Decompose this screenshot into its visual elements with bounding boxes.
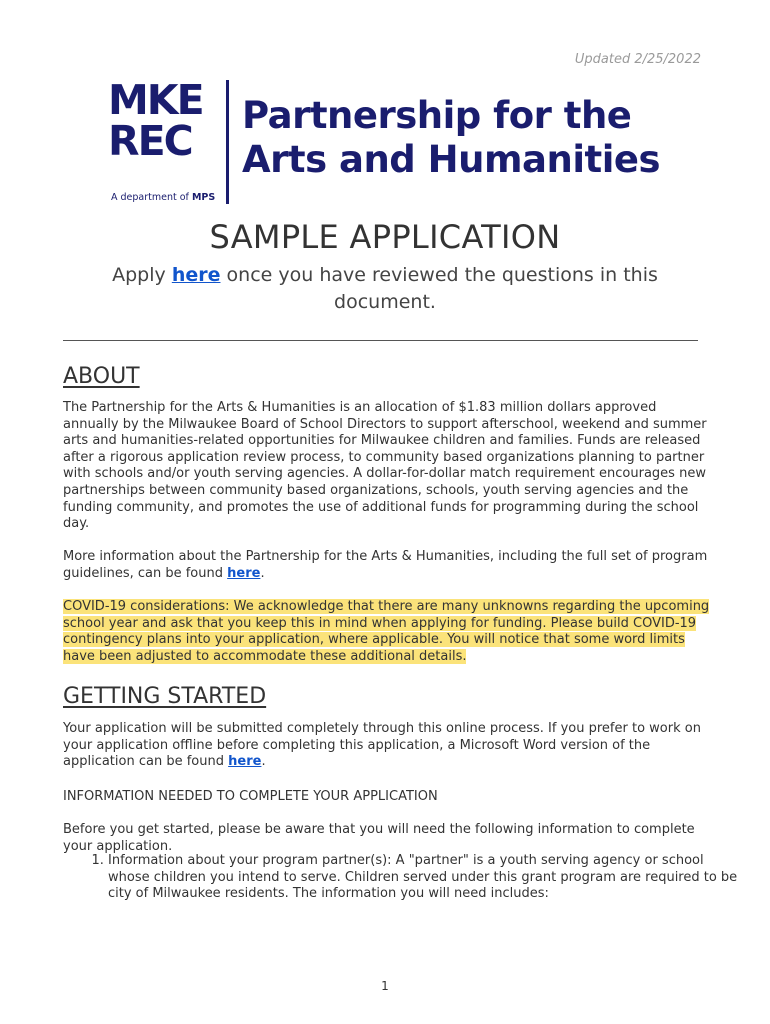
logo-line-2: REC (108, 117, 192, 165)
brand-line-1: Partnership for the (242, 94, 632, 137)
apply-line (70, 262, 700, 316)
requirements-list (63, 853, 748, 903)
about-paragraph: The Partnership for the Arts & Humanities is an allocation of $1.83 million dollars approved annually by the Milwaukee Board of School Directors to support afterschool, weekend and summer arts and humanities-related opportunities for Milwaukee children and families. Funds are released after a rigorous application review process, to community based organizations planning to partner with schools and/or youth serving agencies. A dollar-for-dollar match requirement encourages new partnerships between community based organizations, schools, youth serving agencies and the funding community, and promotes the use of additional funds for programming during the school day. (63, 400, 707, 532)
getting-started-period: . (261, 754, 266, 770)
apply-here-link[interactable]: here (171, 264, 221, 286)
word-version-here-link[interactable]: here (228, 754, 262, 770)
logo-department (111, 192, 215, 203)
getting-started-heading: GETTING STARTED (63, 684, 267, 709)
logo-divider (226, 80, 229, 204)
dept-org: MPS (191, 192, 216, 203)
getting-started-text: Your application will be submitted completely through this online process. If you prefer to work on your application offline before completing this application, a Microsoft Word version of the application can be found (63, 721, 701, 770)
covid-highlight: COVID-19 considerations: We acknowledge that there are many unknowns regarding the upcoming school year and ask that you keep this in mind when applying for funding. Please build COVID-19 contingency plans into your application, where applicable. You will notice that some word limits have been adjusted to accommodate these additional details. (63, 599, 710, 664)
getting-started-paragraph (63, 721, 713, 771)
apply-suffix: once you have reviewed the questions in this document. (226, 264, 658, 313)
divider (63, 340, 698, 341)
guidelines-here-link[interactable]: here (227, 565, 261, 581)
more-info-text: More information about the Partnership for the Arts & Humanities, including the full set of program guidelines, can be found (63, 549, 708, 581)
logo-line-1: MKE (108, 76, 203, 124)
list-item: 1. Information about your program partner(s): A "partner" is a youth serving agency or school whose children you intend to serve. Children served under this grant program are required to be city of Milwaukee residents. The information you will need includes: (108, 853, 748, 903)
brand-title (242, 94, 660, 182)
mke-rec-logo (108, 76, 218, 165)
covid-notice (63, 599, 713, 665)
page-title: SAMPLE APPLICATION (209, 218, 561, 256)
updated-date: Updated 2/25/2022 (574, 52, 701, 67)
logo (108, 76, 668, 206)
info-needed-subheading: INFORMATION NEEDED TO COMPLETE YOUR APPLICATION (63, 789, 438, 804)
more-info-period: . (260, 565, 265, 581)
dept-prefix: A department of (111, 192, 189, 203)
about-heading: ABOUT (63, 364, 140, 389)
more-info-paragraph (63, 549, 713, 582)
brand-line-2: Arts and Humanities (242, 138, 660, 181)
page-number: 1 (381, 979, 389, 993)
before-you-start-paragraph: Before you get started, please be aware that you will need the following information to complete your application. (63, 822, 695, 854)
apply-prefix: Apply (112, 264, 166, 286)
